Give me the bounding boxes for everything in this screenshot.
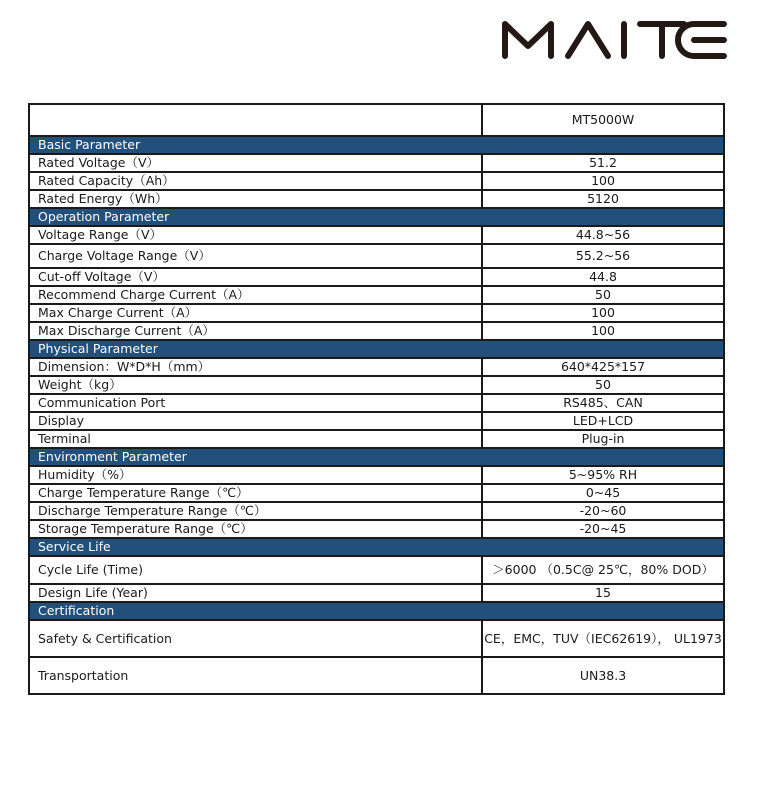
table-row [29,304,724,322]
row-label: Discharge Temperature Range（℃） [29,502,482,520]
row-value: -20~45 [482,520,724,538]
model-name: MT5000W [482,104,724,136]
row-label: Weight（kg） [29,376,482,394]
row-label: Max Charge Current（A） [29,304,482,322]
row-label: Humidity（%） [29,466,482,484]
row-label: Recommend Charge Current（A） [29,286,482,304]
row-value: 44.8 [482,268,724,286]
table-row [29,394,724,412]
row-value: UN38.3 [482,657,724,694]
row-value: RS485、CAN [482,394,724,412]
table-header-row [29,104,724,136]
header-empty-cell [29,104,482,136]
table-row [29,520,724,538]
row-label: Voltage Range（V） [29,226,482,244]
section-header [29,340,724,358]
row-label: Cut-off Voltage（V） [29,268,482,286]
table-row [29,226,724,244]
table-row [29,502,724,520]
table-row [29,154,724,172]
row-value: 15 [482,584,724,602]
row-label: Rated Energy（Wh） [29,190,482,208]
row-value: 55.2~56 [482,244,724,268]
table-row [29,657,724,694]
table-row [29,412,724,430]
table-row [29,322,724,340]
section-header [29,208,724,226]
section-title: Certification [29,602,724,620]
table-row [29,376,724,394]
table-row [29,190,724,208]
section-header [29,602,724,620]
section-title: Service Life [29,538,724,556]
table-row [29,466,724,484]
row-value: 640*425*157 [482,358,724,376]
spec-table [28,103,725,695]
table-row [29,286,724,304]
section-title: Operation Parameter [29,208,724,226]
row-value: LED+LCD [482,412,724,430]
row-value: 51.2 [482,154,724,172]
row-value: CE，EMC，TUV（IEC62619）， UL1973 [482,620,724,657]
row-label: Display [29,412,482,430]
section-title: Basic Parameter [29,136,724,154]
row-value: 44.8~56 [482,226,724,244]
row-label: Rated Capacity（Ah） [29,172,482,190]
row-value: 50 [482,286,724,304]
row-label: Safety & Certification [29,620,482,657]
table-row [29,430,724,448]
row-label: Charge Temperature Range（℃） [29,484,482,502]
table-row [29,172,724,190]
row-value: 100 [482,322,724,340]
row-value: Plug-in [482,430,724,448]
table-row [29,484,724,502]
table-row [29,584,724,602]
row-label: Communication Port [29,394,482,412]
table-row [29,556,724,584]
row-label: Design Life (Year) [29,584,482,602]
row-value: 50 [482,376,724,394]
row-label: Terminal [29,430,482,448]
logo-wordmark-icon [500,16,730,62]
row-label: Transportation [29,657,482,694]
section-header [29,136,724,154]
row-label: Rated Voltage（V） [29,154,482,172]
row-label: Cycle Life (Time) [29,556,482,584]
row-label: Dimension：W*D*H（mm） [29,358,482,376]
row-value: 5120 [482,190,724,208]
row-value: -20~60 [482,502,724,520]
section-title: Environment Parameter [29,448,724,466]
row-value: 100 [482,172,724,190]
row-value: 0~45 [482,484,724,502]
row-label: Charge Voltage Range（V） [29,244,482,268]
row-label: Storage Temperature Range（℃） [29,520,482,538]
section-title: Physical Parameter [29,340,724,358]
row-value: 100 [482,304,724,322]
table-row [29,268,724,286]
row-label: Max Discharge Current（A） [29,322,482,340]
row-value: 5~95% RH [482,466,724,484]
table-row [29,620,724,657]
section-header [29,448,724,466]
maite-logo [500,16,730,62]
table-row [29,244,724,268]
table-row [29,358,724,376]
row-value: ＞6000 （0.5C@ 25℃，80% DOD） [482,556,724,584]
section-header [29,538,724,556]
